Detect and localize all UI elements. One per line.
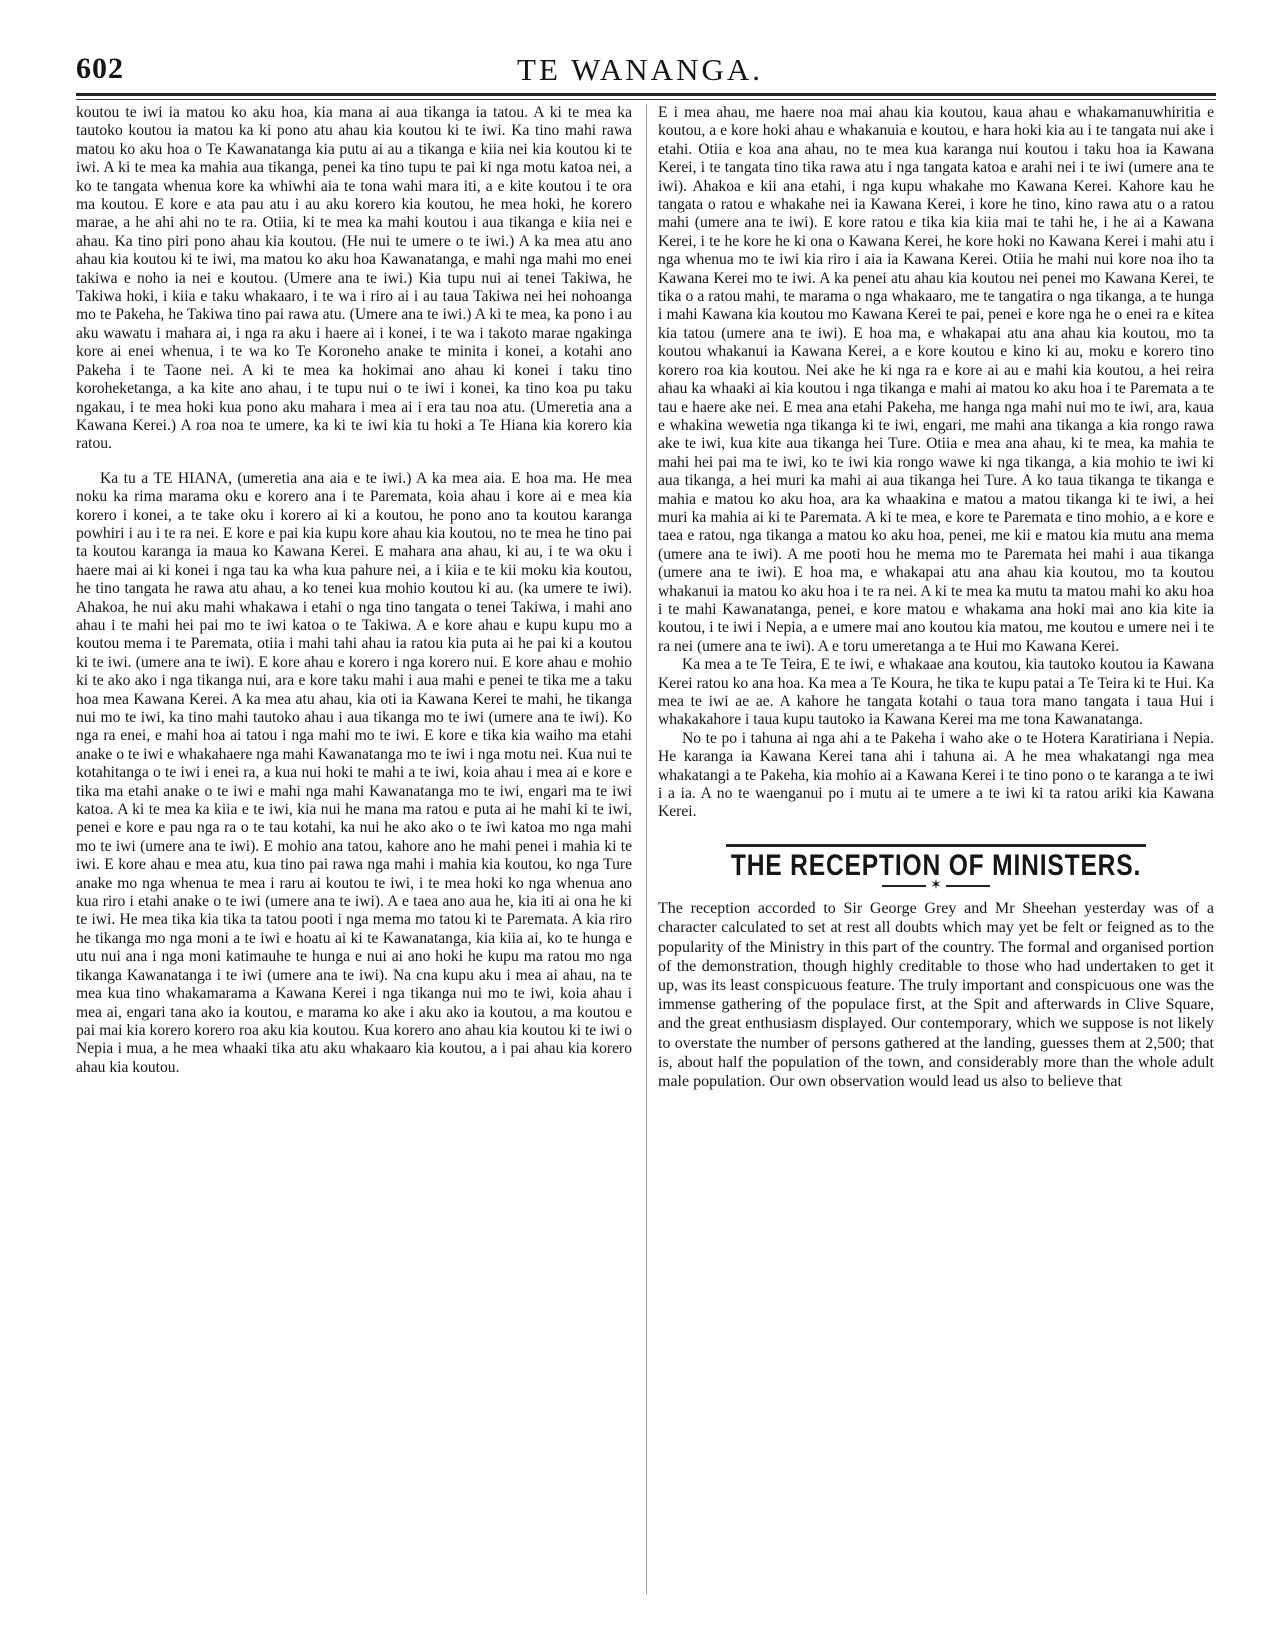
- header-rule-thin: [76, 99, 1216, 100]
- page-number: 602: [76, 52, 124, 85]
- article-headline: THE RECEPTION OF MINISTERS.: [730, 848, 1142, 882]
- maori-paragraph: E i mea ahau, me haere noa mai ahau kia koutou, kaua ahau e whakamanuwhiritia e koutou, a e kore hoki ahau e whakanuia e koutou, e hara hoki kia au i te tangata nui ake i etahi. Otiia e koa ana ahau, no te mea kua karanga nui koutou i taku hoa ia Kawana Kerei, i te tangata tino tika rawa atu i nga tangata katoa e arahi nei i te iwi (umere ana te iwi). Ahakoa e kii ana etahi, i nga kupu whakahe mo Kawana Kerei. Kahore kau he tangata o ratou e whakahe nei ia Kawana Kerei, i kore he tino, kino rawa atu o a ratou mahi (umere ana te iwi). E kore ratou e tika kia kiia mai te tahi he, i he ai a Kawana Kerei, i te he kore he ki ona o Kawana Kerei, he kore hoki no Kawana Kerei i mahi atu i nga whenua mo te iwi kia riro i aia ia Kawana Kerei. Otiia he mahi nui kore noa iho ta Kawana Kerei mo te iwi. A ka penei atu ahau kia koutou nei penei mo Kawana Kerei, te tika o a ratou mahi, te marama o nga whakaaro, me te tangatira o nga tikanga, a te hunga i mahi Kawana kia koutou mo Kawana Kerei te pai, penei e kore nga he o enei ra e kitea kia tatou (umere ana te iwi). E hoa ma, e whakapai atu ana ahau kia koutou, mo ta koutou whakanui ia Kawana Kerei, a e kore koutou e kino ki au, moku e korero tino korero roa kia koutou. Nei ake he ki nga ra e kore ai au e mahi kia koutou, a hei reira ahau ka whaaki ai kia koutou i nga tikanga e mahi ai matou ko aku hoa i te Paremata a te tau e haere ake nei. E mea ana etahi Pakeha, me hanga nga mahi nui mo te iwi, ara, kaua e whakina wewetia nga tikanga ki te iwi, engari, me mahi ana tikanga a kia rongo rawa ake te iwi, kua kite aua tikanga hei Ture. Otiia e mea ana ahau, ki te mea, ka mahia te mahi hei pai ma te iwi, ko te iwi kia rongo wawe ki nga tikanga, a kia mohio te iwi ki aua tikanga, a hei muri ka mahi ai aua tikanga hei Ture. A ko taua tikanga te tikanga e mahia e matou ko aku hoa, ara ka whaakina e matou a matou tikanga ki te iwi, a hei muri ka mahia ai ki te Paremata. A ki te mea, e kore te Paremata e tino mohio, a e kore e taea e ratou, nga tikanga a matou ko aku hoa, penei, me kii e matou kia mutu ana mema (umere ana te iwi). A me pooti hou he mema mo te Paremata hei mahi i aua tikanga (umere ana te iwi). E hoa ma, e whakapai atu ana ahau kia koutou, mo ta koutou whakanui ia matou ko aku hoa i te ra nei. A ki te mea ka mutu ta matou mahi ko aku hoa i te mahi Kawanatanga, penei, e kore matou e whakama ana hoki mai ano kia kite ia koutou, i te iwi i Nepia, a e umere mai ano koutou kia matou, me koutou e umere nei i te ra nei (umere ana te iwi). A e toru umeretanga a te Hui mo Kawana Kerei.: [658, 104, 1214, 655]
- ornament-line: [882, 885, 926, 887]
- ornament-icon: ✶: [930, 878, 942, 894]
- maori-paragraph: No te po i tahuna ai nga ahi a te Pakeha i waho ake o te Hotera Karatiriana i Nepia. He karanga ia Kawana Kerei tana ahi i tahuna ai. A he mea whakatangi nga mea whakatangi a te Pakeha, kia mohio ai a Kawana Kerei i te tino pono o te karanga a te iwi i a ia. A no te waenganui po i mutu ai te umere a te iwi ki ta ratou ariki kia Kawana Kerei.: [658, 729, 1214, 821]
- masthead: TE WANANGA.: [517, 52, 763, 87]
- english-paragraph: The reception accorded to Sir George Grey and Mr Sheehan yesterday was of a character calculated to set at rest all doubts which may yet be felt or feigned as to the popularity of the Ministry in this part of the country. The formal and organised portion of the demonstration, though highly creditable to those who had undertaken to get it up, was its least conspicuous feature. The truly important and conspicuous one was the immense gathering of the populace first, at the Spit and afterwards in Clive Square, and the great enthusiasm displayed. Our contemporary, which we suppose is not likely to overstate the number of persons gathered at the landing, guesses them at 2,500; that is, about half the population of the town, and considerably more than the whole adult male population. Our own observation would lead us also to believe that: [658, 900, 1214, 1091]
- maori-paragraph: koutou te iwi ia matou ko aku hoa, kia mana ai aua tikanga ia tatou. A ki te mea ka tautoko koutou ia matou ka ki pono atu ahau kia koutou ki te iwi. Ka tino mahi rawa matou ko aku hoa o Te Kawanatanga kia putu ai au a tikanga e kiia nei kia koutou ki te iwi. A ki te mea ka mahia aua tikanga, penei ka tino tupu te pai ki nga motu katoa nei, a ko te tangata whenua kore ka whiwhi aia te tona wahi mara iti, a e kite koutou i te ora ma koutou. E kore e ata pau atu i au aku korero kia koutou, he mea hoki, he korero marae, a he ahi ahi no te ra. Otiia, ki te mea ka mahi koutou i aua tikanga e kiia nei e ahau. Ka tino piri pono ahau kia koutou. (He nui te umere o te iwi.) A ka mea atu ano ahau kia koutou ki te iwi, ma matou ko aku hoa Kawanatanga, e mahi nga mahi mo enei takiwa e noho ia nei e koutou. (Umere ana te iwi.) Kia tupu nui ai tenei Takiwa, he Takiwa hoki, i kiia e taku whakaaro, i te wa i riro ai i au taua Takiwa nei hei nohoanga mo te Pakeha, he Takiwa tino pai rawa atu. (Umere ana te iwi.) A ki te mea, ka pono i au aku wawatu i mahara ai, i nga ra aku i haere ai i konei, i te wa i takoto marae ngakinga kore ai enei whenua, i te wa ko Te Koroneho anake te minita i konei, a kotahi ano Pakeha i te Taone nei. A ki te mea ka hokimai ano ahau ki konei i taku tino koroheketanga, a ka kite ano ahau, i te tupu nui o te iwi i konei, ka tino koa pu taku ngakau, i te mea hoki kua pono aku mahara i mea ai i era tau noa atu. (Umeretia ana a Kawana Kerei.) A roa noa te umere, ka ki te iwi kia tu hoki a Te Hiana kia korero kia ratou.: [76, 104, 632, 453]
- header-rule: [76, 93, 1216, 96]
- ornament-line: [946, 885, 990, 887]
- left-column: [76, 104, 632, 1599]
- column-divider: [646, 104, 647, 1594]
- right-column: [658, 104, 1214, 1599]
- article-separator: [726, 844, 1146, 847]
- maori-paragraph: Ka mea a te Te Teira, E te iwi, e whakaae ana koutou, kia tautoko koutou ia Kawana Kerei ratou ko ana hoa. Ka mea a Te Koura, he tika te kupu patai a Te Teira ki te Hui. Ka mea te iwi ae ae. A kahore he tangata kotahi o taua tora mano tangata i taua Hui i whakakahore i taua kupu tautoko ia Kawana Kerei ma me tona Kawanatanga.: [658, 656, 1214, 729]
- maori-paragraph: Ka tu a TE HIANA, (umeretia ana aia e te iwi.) A ka mea aia. E hoa ma. He mea noku ka rima marama oku e korero ana i te Paremata, koia ahau i kore ai e mea kia korero i konei, a te take oku i korero ai ki a koutou, he pono ano ta koutou karanga powhiri i au i te ra nei. E kore e pai kia kupu kore ahau kia koutou, no te mea he tino pai ta koutou karanga ia maua ko Kawana Kerei. E mahara ana ahau, ki au, i te wa oku i haere mai ai ki konei i nga tau ka wha kua pahure nei, a i kiia e te kii moku kia koutou, he tino tangata he rawa atu ahau, a ko tenei kua mohio koutou ki au. (ka umere te iwi). Ahakoa, he nui aku mahi whakawa i etahi o nga tino tangata o tenei Takiwa, i mahi ano ahau i te mahi hei pai mo te iwi katoa o te Takiwa. A e kore ahau e kupu kupu mo a koutou mema i te Paremata, otiia i mahi tahi ahau ia ratou kia puta ai he pai ki a koutou ki te iwi. (umere ana te iwi). E kore ahau e korero i nga korero nui. E kore ahau e mohio ki te ako ako i nga tikanga nui, ara e kore taku mahi i aua mahi e penei te tika me a taku hoa mea Kawana Kerei. A ka mea atu ahau, kia oti ia Kawana Kerei te mahi, he tikanga nui mo te iwi, ka tino mahi tautoko ahau i aua tikanga mo te iwi (umere ana te iwi). Ko nga ra enei, e mahi hoa ai tatou i nga mahi mo te iwi. E kore e tika kia waiho ma etahi anake o te iwi e whakahaere nga mahi Kawanatanga mo te iwi i nga motu nei. Kua nui te kotahitanga o te iwi i enei ra, a kua nui hoki te mahi a te iwi, koia ahau i mea ai e kore e tika ma etahi anake o te iwi e mahi nga mahi Kawanatanga mo te iwi, engari ma te iwi katoa. A ki te mea ka kiia e te iwi, kia nui he mana ma ratou e puta ai he mahi ki te iwi, penei e kore e pau nga ra o te tau kotahi, ka nui he ako ako o te iwi katoa mo nga mahi mo te iwi (umere ana te iwi). E mohio ana tatou, kahore ano he mahi penei i mahia ki te iwi. E kore ahau e mea atu, kua tino pai rawa nga mahi i mahia kia koutou, ko nga Ture anake mo nga whenua te mea i raru ai koutou te iwi, i te mea hoki ko nga whenua ano kua riro i etahi anake o te iwi (umere ana te iwi). A e taea ano aua he, kia iti ai ona he ki te iwi. He mea tika kia tika ta tatou pooti i nga mema mo tatou ki te Paremata. A kia riro he tikanga mo nga moni a te iwi e hoatu ai ki te Kawanatanga, kia kiia ai, ko te hunga e utu nui ana i nga moni katimauhe te hunga e nui ai ano hoki he kupu ma ratou mo nga tikanga Kawanatanga i te iwi (umere ana te iwi). Na cna kupu aku i mea ai ahau, na te mea kua tino whakamarama a Kawana Kerei i nga tikanga nui mo te iwi, koia ahau i mea ai, engari tana ako ia koutou, e marama ko ake i aku ako ia koutou, a ma koutou e pai mai kia korero korero roa aku kia koutou. Kua korero ano ahau kia koutou ki te iwi o Nepia i mua, a he mea whaaki tika atu aku whakaaro kia koutou, a i pai ahau kia korero ahau kia koutou.: [76, 469, 632, 1076]
